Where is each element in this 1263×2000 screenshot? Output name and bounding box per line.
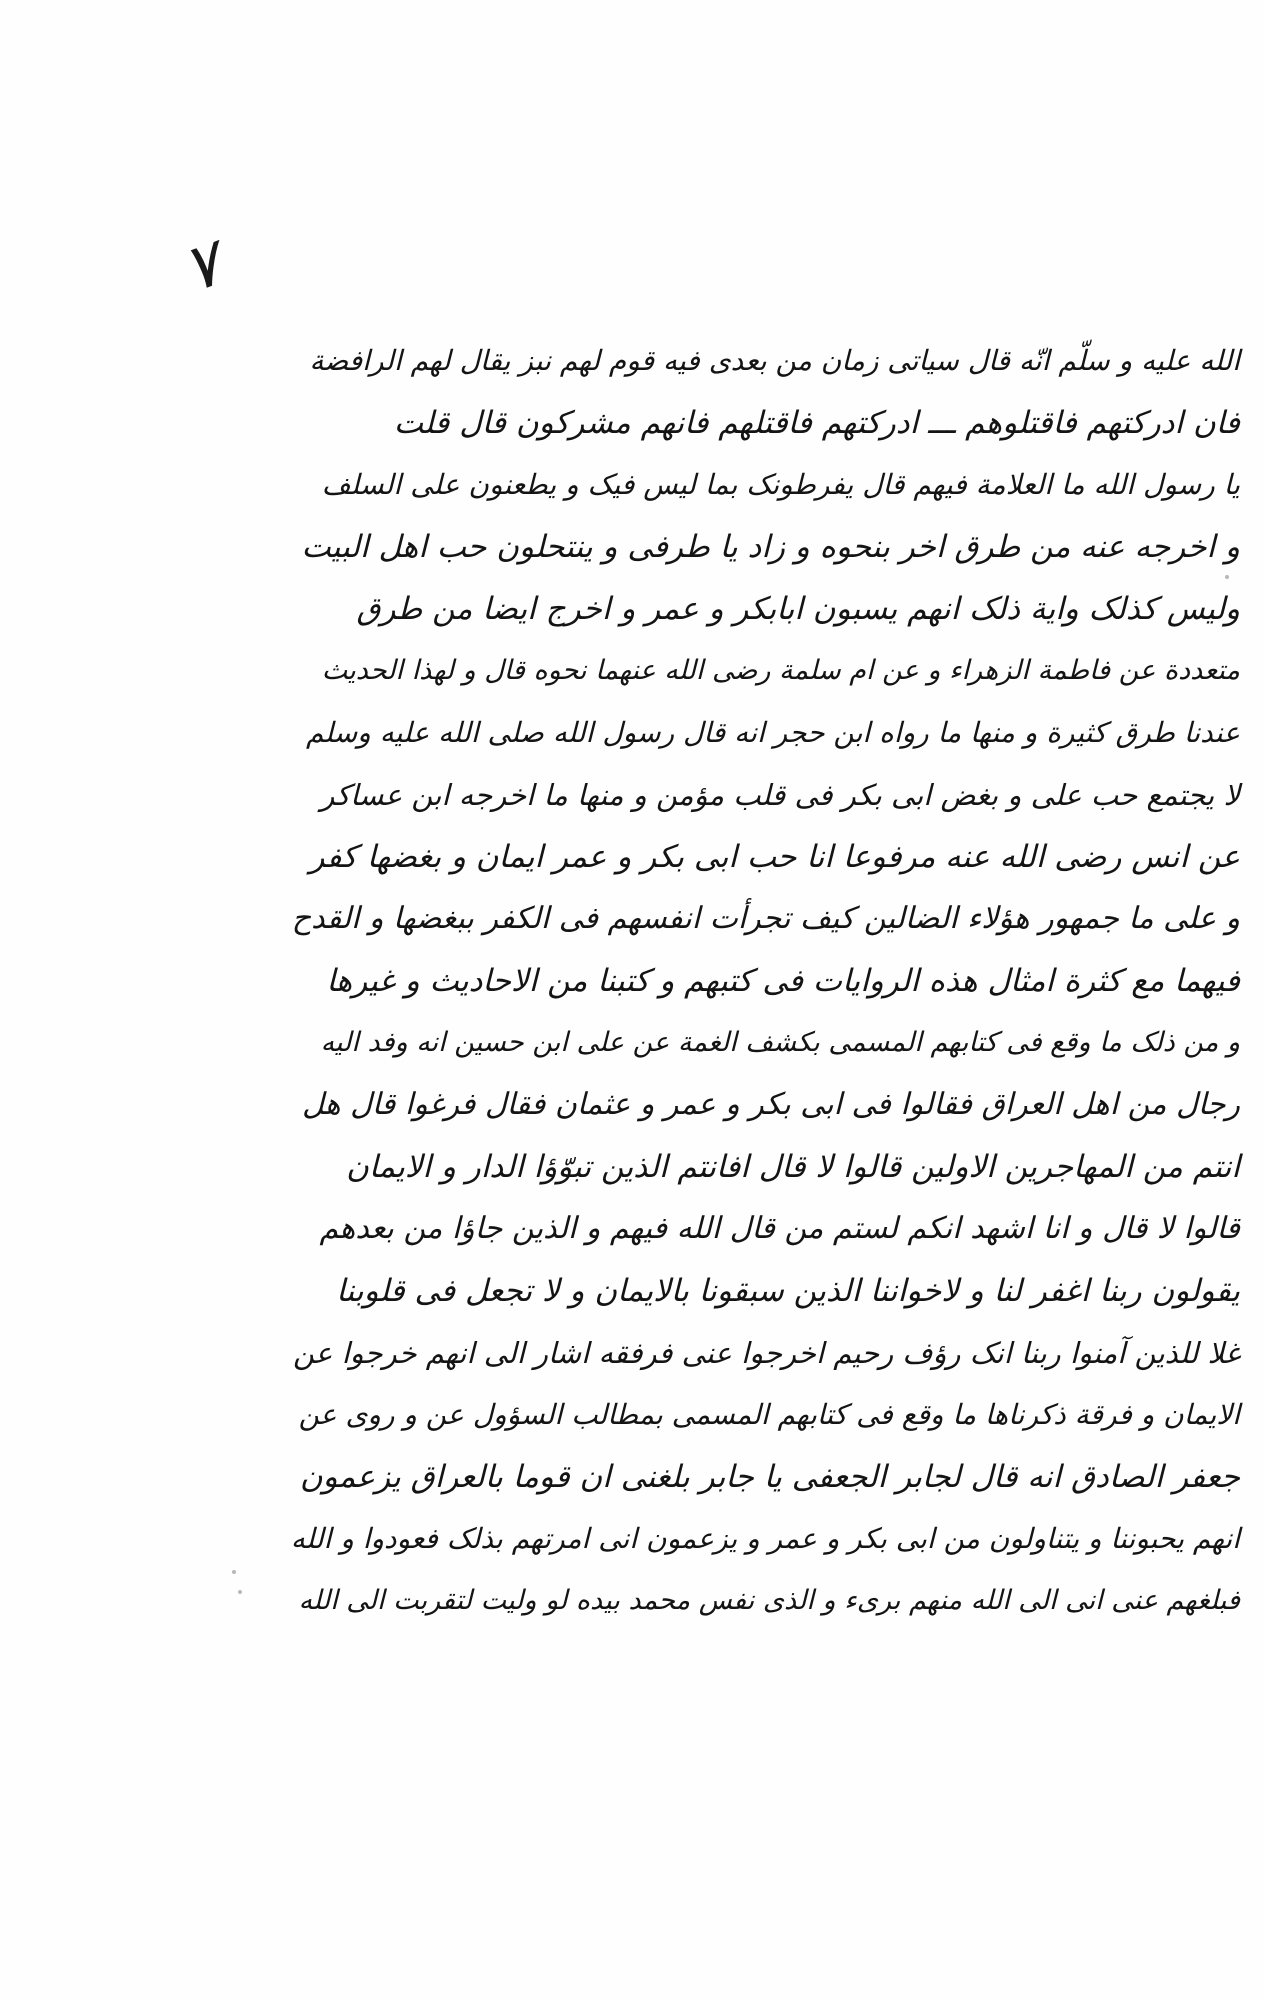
manuscript-line: و علی ما جمهور هؤلاء الضالین کیف تجرأت انفسهم فی الکفر ببغضها و القدح <box>291 901 1240 936</box>
manuscript-line: قالوا لا قال و انا اشهد انکم لستم من قال الله فیهم و الذین جاؤا من بعدهم <box>319 1211 1240 1246</box>
manuscript-line: لا یجتمع حب علی و بغض ابی بکر فی قلب مؤمن و منها ما اخرجه ابن عساکر <box>320 778 1240 812</box>
manuscript-line: ولیس کذلک وایة ذلک انهم یسبون ابابکر و عمر و اخرج ایضا من طرق <box>356 591 1240 627</box>
manuscript-line: الایمان و فرقة ذکرناها ما وقع فی کتابهم المسمی بمطالب السؤول عن و روی عن <box>298 1398 1240 1431</box>
page-number: ٧ <box>173 226 231 308</box>
manuscript-line: و من ذلک ما وقع فی کتابهم المسمی بکشف الغمة عن علی ابن حسین انه وفد الیه <box>320 1027 1240 1058</box>
manuscript-line: غلا للذین آمنوا ربنا انک رؤف رحیم اخرجوا عنی فرفقه اشار الی انهم خرجوا عن <box>293 1336 1240 1370</box>
manuscript-line: فان ادرکتهم فاقتلوهم ـــ ادرکتهم فاقتلهم فانهم مشرکون قال قلت <box>393 405 1240 441</box>
scan-speck <box>238 1590 242 1594</box>
manuscript-line: متعددة عن فاطمة الزهراء و عن ام سلمة رضی الله عنهما نحوه قال و لهذا الحدیث <box>321 655 1240 686</box>
manuscript-line: عن انس رضی الله عنه مرفوعا انا حب ابی بکر و عمر ایمان و بغضها کفر <box>309 839 1240 875</box>
scan-speck <box>232 1570 236 1574</box>
manuscript-line: رجال من اهل العراق فقالوا فی ابی بکر و عمر و عثمان فقال فرغوا قال هل <box>302 1087 1240 1122</box>
manuscript-line: عندنا طرق کثیرة و منها ما رواه ابن حجر انه قال رسول الله صلی الله علیه وسلم <box>305 716 1240 749</box>
manuscript-line: و اخرجه عنه من طرق اخر بنحوه و زاد یا طرفی و ینتحلون حب اهل البیت <box>301 529 1240 565</box>
manuscript-line: فبلغهم عنی انی الی الله منهم بریء و الذی نفس محمد بیده لو ولیت لتقربت الی الله <box>298 1585 1240 1616</box>
manuscript-line: انتم من المهاجرین الاولین قالوا لا قال افانتم الذین تبوّؤا الدار و الایمان <box>346 1149 1240 1185</box>
manuscript-line: الله علیه و سلّم انّه قال سیاتی زمان من بعدی فیه قوم لهم نبز یقال لهم الرافضة <box>309 344 1240 377</box>
manuscript-line: انهم یحبوننا و یتناولون من ابی بکر و عمر و یزعمون انی امرتهم بذلک فعودوا و الله <box>290 1522 1240 1555</box>
manuscript-text-block <box>290 330 1240 1632</box>
manuscript-line: فیهما مع کثرة امثال هذه الروایات فی کتبهم و کتبنا من الاحادیث و غیرها <box>326 963 1240 999</box>
manuscript-line: یقولون ربنا اغفر لنا و لاخواننا الذین سبقونا بالایمان و لا تجعل فی قلوبنا <box>336 1273 1240 1309</box>
manuscript-line: جعفر الصادق انه قال لجابر الجعفی یا جابر بلغنی ان قوما بالعراق یزعمون <box>299 1459 1240 1495</box>
manuscript-line: یا رسول الله ما العلامة فیهم قال یفرطونک بما لیس فیک و یطعنون علی السلف <box>321 468 1240 501</box>
scan-speck <box>1225 575 1229 579</box>
